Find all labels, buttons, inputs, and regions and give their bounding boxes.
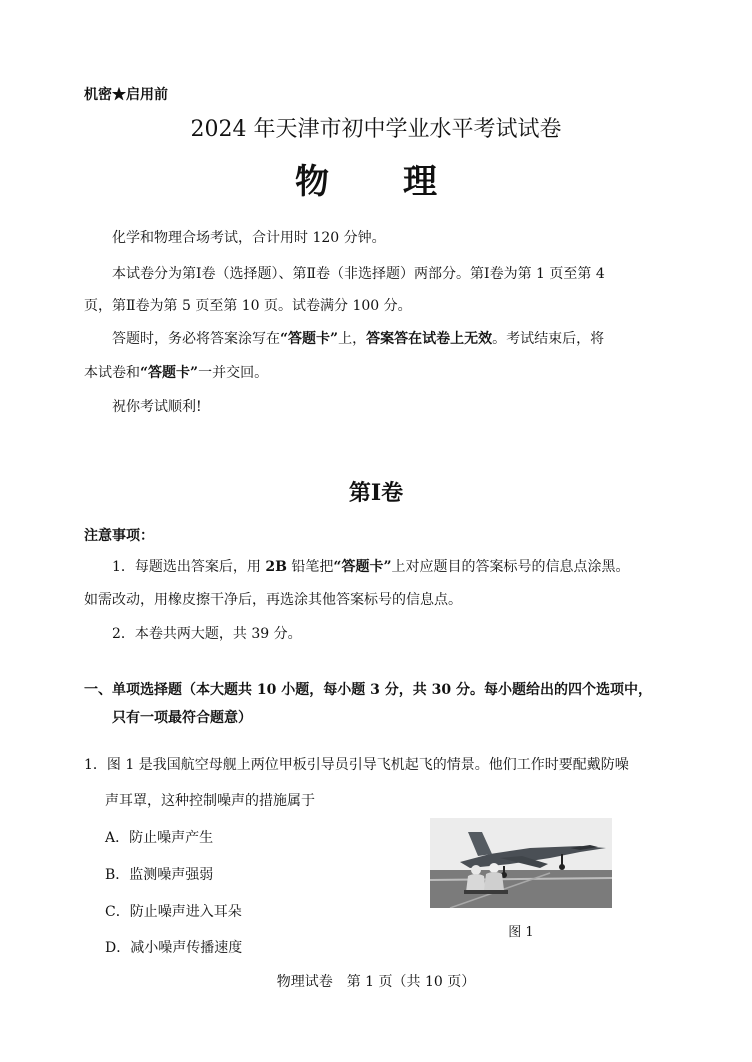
question-1-option-a: A．防止噪声产生 bbox=[105, 830, 214, 846]
intro-paragraph-2-line-2: 页，第Ⅱ卷为第 5 页至第 10 页。试卷满分 100 分。 bbox=[84, 298, 412, 314]
jet-and-deck-crew-illustration bbox=[430, 818, 612, 908]
answer-card-emphasis: “答题卡” bbox=[140, 365, 199, 381]
confidential-label: 机密★启用前 bbox=[84, 87, 168, 103]
notice-heading: 注意事项： bbox=[84, 528, 154, 544]
intro-text: 上， bbox=[338, 331, 367, 347]
figure-1-carrier-deck-photo bbox=[430, 818, 612, 908]
notice-item-2: 2．本卷共两大题，共 39 分。 bbox=[112, 626, 302, 642]
intro-text: 。考试结束后，将 bbox=[492, 331, 605, 347]
notice-text: 上对应题目的答案标号的信息点涂黑。 bbox=[391, 559, 630, 575]
intro-text: 本试卷和 bbox=[84, 365, 140, 381]
question-1-option-b: B．监测噪声强弱 bbox=[105, 867, 214, 883]
intro-paragraph-3-line-2 bbox=[84, 363, 268, 383]
question-1-option-d: D．减小噪声传播速度 bbox=[105, 940, 243, 956]
notice-text: 1．每题选出答案后，用 bbox=[112, 559, 266, 575]
figure-1-caption: 图 1 bbox=[508, 925, 534, 940]
intro-text: 一并交回。 bbox=[198, 365, 269, 381]
subject-title: 物 理 bbox=[295, 162, 457, 202]
invalid-answer-warning: 答案答在试卷上无效 bbox=[366, 331, 493, 347]
page-footer: 物理试卷 第 1 页（共 10 页） bbox=[276, 974, 476, 990]
section-1-heading-line-1: 一、单项选择题（本大题共 10 小题，每小题 3 分，共 30 分。每小题给出的四个选项中， bbox=[84, 682, 652, 698]
section-1-heading-line-2: 只有一项最符合题意） bbox=[112, 710, 252, 726]
notice-text: 铅笔把 bbox=[286, 559, 334, 575]
intro-paragraph-2-line-1: 本试卷分为第Ⅰ卷（选择题）、第Ⅱ卷（非选择题）两部分。第Ⅰ卷为第 1 页至第 4 bbox=[112, 266, 605, 282]
question-1-stem-line-1: 1．图 1 是我国航空母舰上两位甲板引导员引导飞机起飞的情景。他们工作时要配戴防噪 bbox=[84, 757, 629, 773]
notice-item-1-line-2: 如需改动，用橡皮擦干净后，再选涂其他答案标号的信息点。 bbox=[84, 592, 462, 608]
intro-text: 答题时，务必将答案涂写在 bbox=[112, 331, 280, 347]
intro-paragraph-3-line-1 bbox=[112, 329, 604, 349]
intro-paragraph-1: 化学和物理合场考试，合计用时 120 分钟。 bbox=[112, 230, 386, 246]
answer-card-emphasis: “答题卡” bbox=[280, 331, 339, 347]
pencil-type: 2B bbox=[265, 559, 287, 575]
good-luck-text: 祝你考试顺利! bbox=[112, 399, 202, 415]
exam-title: 2024 年天津市初中学业水平考试试卷 bbox=[190, 117, 562, 142]
notice-item-1-line-1 bbox=[112, 557, 630, 577]
answer-card-emphasis: “答题卡” bbox=[333, 559, 392, 575]
volume-title: 第Ⅰ卷 bbox=[348, 480, 404, 506]
question-1-stem-line-2: 声耳罩，这种控制噪声的措施属于 bbox=[105, 793, 315, 809]
question-1-option-c: C．防止噪声进入耳朵 bbox=[105, 904, 242, 920]
